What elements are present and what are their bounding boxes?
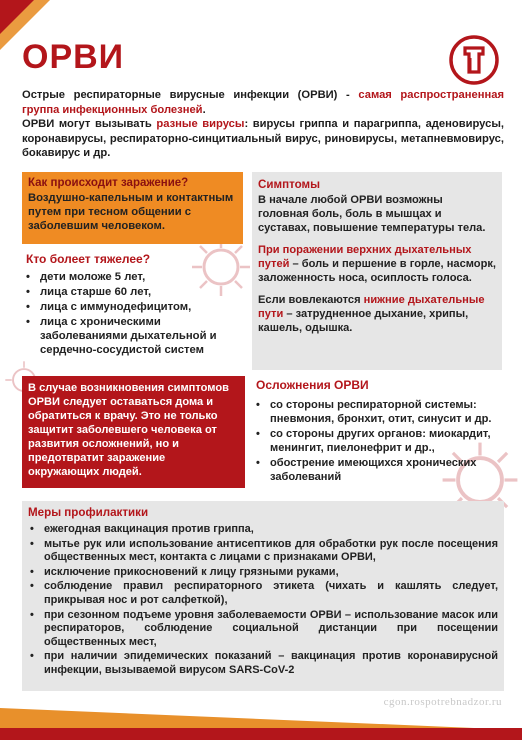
symptoms-general-text: В начале любой ОРВИ возможны головная боль, боль в мышцах и суставах, повышение температуры тела.	[258, 194, 486, 234]
symptoms-heading: Симптомы	[258, 178, 321, 191]
symptoms-box	[252, 172, 502, 370]
prevention-heading: Меры профилактики	[28, 506, 149, 519]
intro-paragraph-1: Острые респираторные вирусные инфекции (ОРВИ) - самая распространенная группа инфекционных болезней.	[22, 89, 504, 116]
list-item: • лица старше 60 лет,	[24, 285, 239, 299]
prevention-list	[28, 523, 498, 678]
list-item: • обострение имеющихся хронических заболеваний	[254, 456, 504, 484]
intro-paragraph-2: ОРВИ могут вызывать разные вирусы: вирусы гриппа и парагриппа, аденовирусы, коронавирусы, респираторно-синцитиальный вирус, риновирусы, метапневмовирус, бокавирус и др.	[22, 118, 504, 159]
advice-box: В случае возникновения симптомов ОРВИ следует оставаться дома и обратиться к врачу. Это не только защитит заболевшего человека от развития осложнений, но и предотвратит заражение окружающих людей.	[22, 376, 245, 488]
complications-heading: Осложнения ОРВИ	[256, 378, 369, 392]
footer-url: cgon.rospotrebnadzor.ru	[383, 696, 502, 708]
list-item: • лица с хроническими заболеваниями дыхательной и сердечно-сосудистой систем	[24, 315, 239, 357]
list-item: • исключение прикосновений к лицу грязными руками,	[28, 566, 498, 580]
rospotrebnadzor-logo-icon	[448, 34, 500, 86]
list-item: • при наличии эпидемических показаний – вакцинация против коронавирусной инфекции, вызываемой вирусом SARS-CoV-2	[28, 650, 498, 677]
infection-box	[22, 172, 243, 244]
severe-list	[24, 270, 239, 358]
intro-text	[22, 88, 504, 161]
infection-heading: Как происходит заражение?	[28, 177, 189, 189]
list-item: • со стороны других органов: миокардит, менингит, пиелонефрит и др.,	[254, 427, 504, 455]
complications-list	[254, 398, 504, 485]
list-item: • соблюдение правил респираторного этикета (чихать и кашлять следует, прикрывая нос и рот салфеткой),	[28, 580, 498, 607]
list-item: • лица с иммунодефицитом,	[24, 300, 239, 314]
list-item: • мытье рук или использование антисептиков для обработки рук после посещения общественных мест, контакта с лицами с признаками ОРВИ,	[28, 538, 498, 565]
severe-heading: Кто болеет тяжелее?	[26, 252, 151, 266]
list-item: • при сезонном подъеме уровня заболеваемости ОРВИ – использование масок или респираторов, соблюдение социальной дистанции при посещении общественных мест,	[28, 609, 498, 650]
corner-decoration-red	[0, 0, 34, 34]
list-item: • со стороны респираторной системы: пневмония, бронхит, отит, синусит и др.	[254, 398, 504, 426]
page-title: ОРВИ	[22, 38, 125, 76]
bottom-decoration	[0, 710, 522, 740]
symptoms-lower-text: Если вовлекаются нижние дыхательные пути – затрудненное дыхание, хрипы, кашель, одышка.	[258, 294, 485, 334]
list-item: • дети моложе 5 лет,	[24, 270, 239, 284]
prevention-box	[22, 501, 504, 691]
symptoms-upper-text: При поражении верхних дыхательных путей – боль и першение в горле, насморк, заложенность носа, осиплость голоса.	[258, 244, 496, 284]
list-item: • ежегодная вакцинация против гриппа,	[28, 523, 498, 537]
infection-text: Воздушно-капельным и контактным путем при тесном общении с заболевшим человеком.	[28, 192, 234, 232]
